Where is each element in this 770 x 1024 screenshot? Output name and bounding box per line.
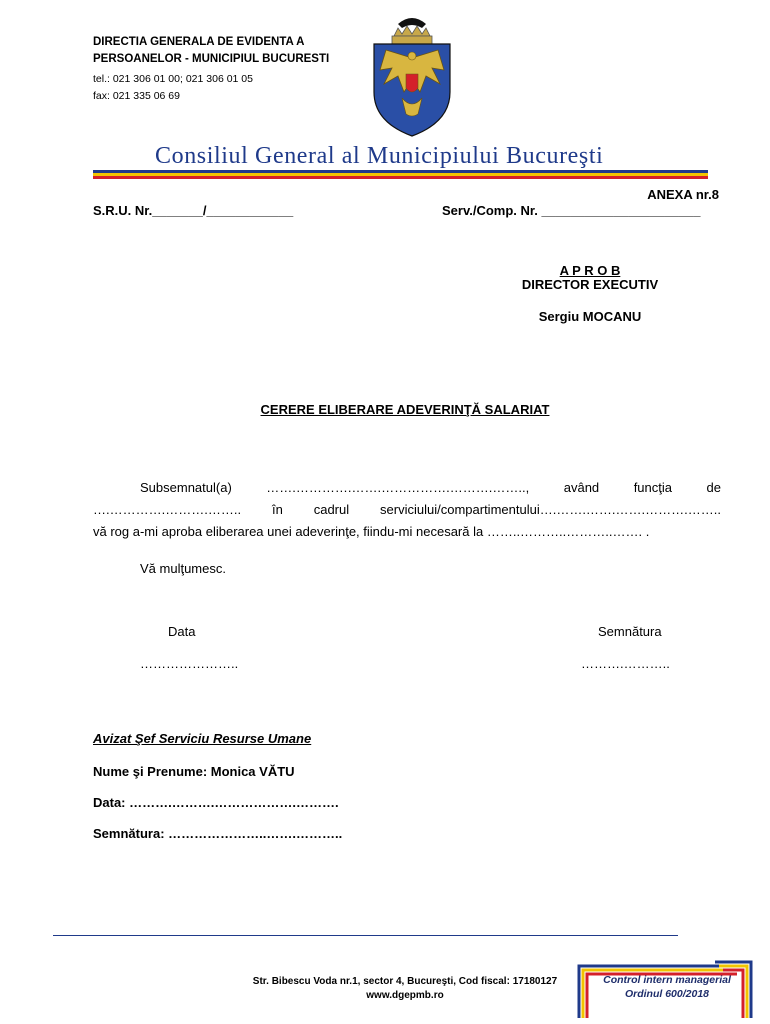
council-title: Consiliul General al Municipiului Bucureşti <box>155 143 604 169</box>
document-title: CERERE ELIBERARE ADEVERINŢĂ SALARIAT <box>260 402 550 417</box>
signature-dots: ……….……….. <box>581 656 670 671</box>
website-text: www.dgepmb.ro <box>366 990 444 1001</box>
control-intern-text <box>592 973 742 1001</box>
hr-signature-field: Semnătura: …………………..…….……….. <box>93 826 343 841</box>
date-dots: ………………….. <box>140 656 239 671</box>
hr-name-field: Nume şi Prenume: Monica VĂTU <box>93 764 295 779</box>
paragraph-line-2: ….………….……….…….. în cadrul serviciului/compartimentului….…….…….…….……….…….. <box>93 502 721 517</box>
approve-heading: A P R O B <box>559 263 621 278</box>
phone-text: tel.: 021 306 01 00; 021 306 01 05 <box>93 73 253 85</box>
footer-divider <box>53 935 678 936</box>
institution-name <box>93 34 329 68</box>
control-line-1: Control intern managerial <box>603 974 731 986</box>
date-label: Data <box>168 624 196 639</box>
director-title: DIRECTOR EXECUTIV <box>521 277 659 292</box>
paragraph-line-3: vă rog a-mi aproba eliberarea unei adeverinţe, fiindu-mi necesară la ……..………..………..……. . <box>93 524 650 539</box>
contact-info <box>93 71 253 105</box>
footer-address <box>230 975 580 1003</box>
institution-line-1: DIRECTIA GENERALA DE EVIDENTA A <box>93 36 305 48</box>
bucharest-coat-of-arms-icon <box>368 14 456 138</box>
request-paragraph <box>93 477 721 543</box>
sru-number-field: S.R.U. Nr._______/____________ <box>93 203 294 218</box>
paragraph-line-1: Subsemnatul(a) …….………….…….…………….……….…….., având funcţia de <box>140 480 721 495</box>
hr-date-field: Data: ……….……….……………….………. <box>93 795 339 810</box>
signature-label: Semnătura <box>598 624 662 639</box>
tricolor-stripes <box>93 170 708 179</box>
thanks-text: Vă mulţumesc. <box>140 561 226 576</box>
fax-text: fax: 021 335 06 69 <box>93 90 180 102</box>
service-number-field: Serv./Comp. Nr. ______________________ <box>442 203 701 218</box>
stripe-red <box>93 176 708 179</box>
director-name: Sergiu MOCANU <box>538 309 642 324</box>
hr-endorsement-heading: Avizat Şef Serviciu Resurse Umane <box>93 731 312 746</box>
control-line-2: Ordinul 600/2018 <box>624 988 710 1000</box>
approval-block <box>470 264 710 324</box>
annex-number: ANEXA nr.8 <box>647 187 719 202</box>
address-text: Str. Bibescu Voda nr.1, sector 4, Bucureşti, Cod fiscal: 17180127 <box>252 976 558 987</box>
institution-line-2: PERSOANELOR - MUNICIPIUL BUCURESTI <box>93 53 330 65</box>
